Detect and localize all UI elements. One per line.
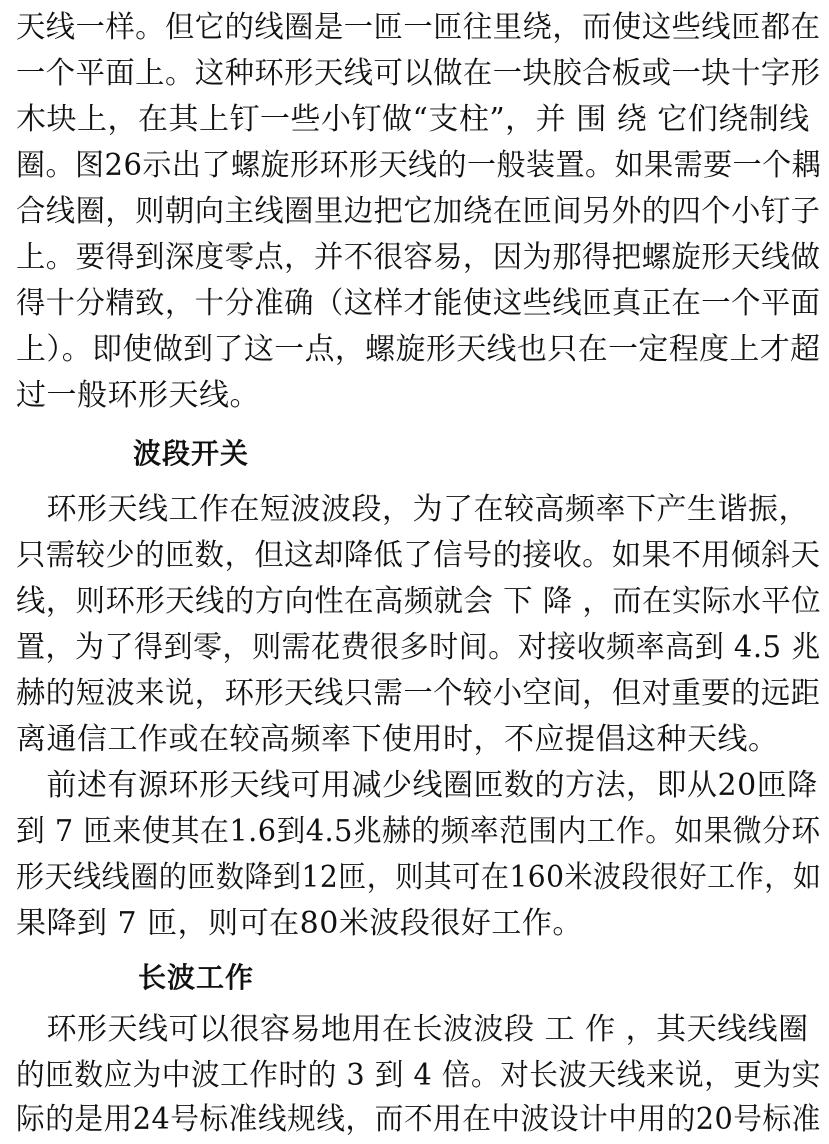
text-line: 一个平面上。这种环形天线可以做在一块胶合板或一块十字形 <box>16 56 821 91</box>
text-line: 木块上，在其上钉一些小钉做“支柱”，并 围 绕 它们绕制线 <box>16 102 810 137</box>
text-line: 上）。即使做到了这一点，螺旋形天线也只在一定程度上才超 <box>16 332 821 367</box>
text-line: 置，为了得到零，则需花费很多时间。对接收频率高到 4.5 兆 <box>16 630 821 665</box>
text-line: 线，则环形天线的方向性在高频就会 下 降 ，而在实际水平位 <box>16 584 822 619</box>
section-heading-long-wave: 长波工作 <box>138 961 255 994</box>
text-line: 环形天线可以很容易地用在长波波段 工 作 ，其天线线圈 <box>16 1012 809 1047</box>
text-line: 到 7 匝来使其在1.6到4.5兆赫的频率范围内工作。如果微分环 <box>16 814 821 849</box>
text-line: 合线圈，则朝向主线圈里边把它加绕在匝间另外的四个小钉子 <box>16 194 821 229</box>
text-line: 上。要得到深度零点，并不很容易，因为那得把螺旋形天线做 <box>16 240 821 275</box>
text-line: 前述有源环形天线可用减少线圈匝数的方法，即从20匝降 <box>16 768 818 803</box>
text-line: 际的是用24号标准线规线，而不用在中波设计中用的20号标准 <box>16 1102 821 1137</box>
text-line: 圈。图26示出了螺旋形环形天线的一般装置。如果需要一个耦 <box>16 148 822 183</box>
text-line: 果降到 7 匝，则可在80米波段很好工作。 <box>16 906 583 941</box>
text-line: 得十分精致，十分准确（这样才能使这些线匝真正在一个平面 <box>16 286 821 321</box>
text-line: 赫的短波来说，环形天线只需一个较小空间，但对重要的远距 <box>16 676 821 711</box>
text-line: 环形天线工作在短波波段，为了在较高频率下产生谐振， <box>16 492 809 527</box>
section-heading-band-switch: 波段开关 <box>133 437 250 470</box>
text-line: 过一般环形天线。 <box>16 378 260 413</box>
text-line: 天线一样。但它的线圈是一匝一匝往里绕，而使这些线匝都在 <box>16 10 821 45</box>
text-line: 的匝数应为中波工作时的 3 到 4 倍。对长波天线来说，更为实 <box>16 1058 821 1093</box>
text-line: 只需较少的匝数，但这却降低了信号的接收。如果不用倾斜天 <box>16 538 821 573</box>
text-line: 形天线线圈的匝数降到12匝，则其可在160米波段很好工作，如 <box>16 860 822 895</box>
text-line: 离通信工作或在较高频率下使用时，不应提倡这种天线。 <box>16 722 779 757</box>
